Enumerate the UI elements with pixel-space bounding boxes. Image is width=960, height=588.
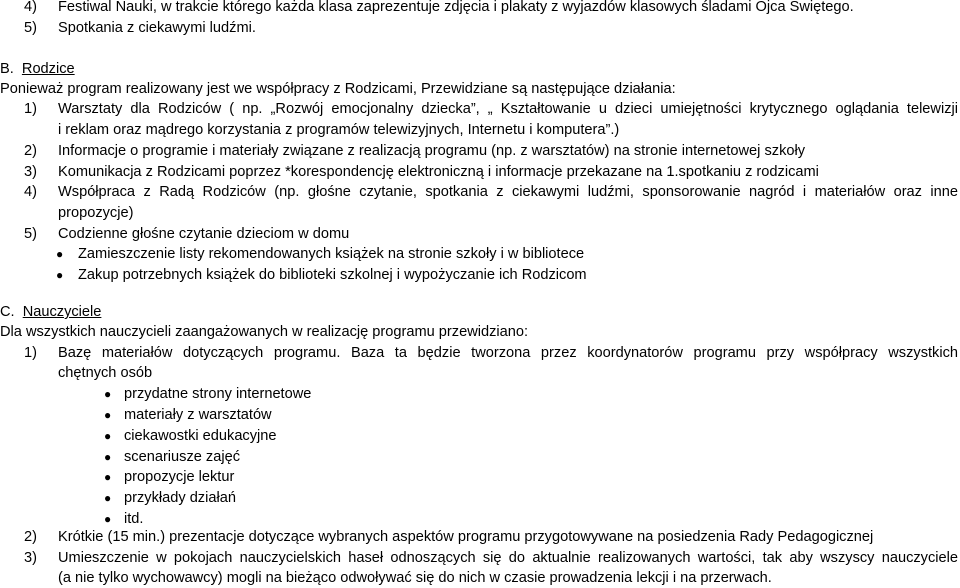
bullet-text: propozycje lektur (124, 469, 235, 485)
list-number: 5) (24, 20, 37, 36)
bullet-text: materiały z warsztatów (124, 407, 272, 423)
list-number: 4) (24, 0, 37, 15)
list-number: 3) (24, 164, 37, 180)
bullet-icon: ● (104, 512, 112, 526)
section-title: Rodzice (21, 61, 75, 77)
list-text: Informacje o programie i materiały związane z realizacją programu (np. z warsztatów) na stronie internetowej szkoły (58, 143, 806, 159)
list-text: Bazę materiałów dotyczących programu. Baza ta będzie tworzona przez koordynatorów programu przy współpracy wszystkich (58, 345, 958, 361)
bullet-text: ciekawostki edukacyjne (124, 428, 277, 444)
bullet-text: itd. (124, 511, 144, 527)
bullet-text: scenariusze zajęć (124, 449, 240, 465)
bullet-text: przydatne strony internetowe (124, 386, 312, 402)
section-title: Nauczyciele (22, 304, 102, 320)
list-text: i reklam oraz mądrego korzystania z programów telewizyjnych, Internetu i komputera”.) (58, 122, 620, 138)
list-text: Spotkania z ciekawymi ludźmi. (58, 20, 256, 36)
list-text: chętnych osób (58, 365, 153, 381)
bullet-icon: ● (56, 268, 64, 282)
bullet-icon: ● (104, 408, 112, 422)
bullet-icon: ● (104, 387, 112, 401)
section-b-heading (0, 59, 75, 79)
section-c-heading (0, 302, 101, 322)
list-text: Warsztaty dla Rodziców ( np. „Rozwój emocjonalny dziecka”, „ Kształtowanie u dzieci umiejętności krytycznego oglądania telewizji (58, 101, 958, 117)
list-text: Festiwal Nauki, w trakcie którego każda klasa zaprezentuje zdjęcia i plakaty z wyjazdów klasowych śladami Ojca Świętego. (58, 0, 854, 15)
section-letter: C. (0, 304, 15, 320)
bullet-icon: ● (104, 491, 112, 505)
list-number: 2) (24, 143, 37, 159)
bullet-icon: ● (104, 470, 112, 484)
bullet-icon: ● (56, 247, 64, 261)
list-number: 5) (24, 226, 37, 242)
list-number: 3) (24, 550, 37, 566)
list-text: (a nie tylko wychowawcy) mogli na bieżąco odwoływać się do nich w czasie prowadzenia lekcji i na przerwach. (58, 570, 772, 586)
section-letter: B. (0, 61, 14, 77)
list-number: 1) (24, 101, 37, 117)
section-b-intro: Ponieważ program realizowany jest we współpracy z Rodzicami, Przewidziane są następujące działania: (0, 81, 676, 97)
list-text: propozycje) (58, 205, 134, 221)
bullet-text: Zamieszczenie listy rekomendowanych książek na stronie szkoły i w bibliotece (78, 246, 585, 262)
list-number: 1) (24, 345, 37, 361)
bullet-icon: ● (104, 450, 112, 464)
bullet-icon: ● (104, 429, 112, 443)
list-text: Komunikacja z Rodzicami poprzez *korespondencję elektroniczną i informacje przekazane na 1.spotkaniu z rodzicami (58, 164, 819, 180)
section-c-intro: Dla wszystkich nauczycieli zaangażowanych w realizację programu przewidziano: (0, 324, 529, 340)
list-text: Współpraca z Radą Rodziców (np. głośne czytanie, spotkania z ciekawymi ludźmi, sponsorowanie nagród i materiałów oraz inne (58, 184, 958, 200)
list-text: Krótkie (15 min.) prezentacje dotyczące wybranych aspektów programu przygotowywane na posiedzenia Rady Pedagogicznej (58, 529, 874, 545)
bullet-text: Zakup potrzebnych książek do biblioteki szkolnej i wypożyczanie ich Rodzicom (78, 267, 587, 283)
list-text: Codzienne głośne czytanie dzieciom w domu (58, 226, 350, 242)
list-text: Umieszczenie w pokojach nauczycielskich haseł odnoszących się do aktualnie realizowanych wartości, tak aby wszyscy nauczyciele (58, 550, 958, 566)
list-number: 4) (24, 184, 37, 200)
bullet-text: przykłady działań (124, 490, 236, 506)
list-number: 2) (24, 529, 37, 545)
